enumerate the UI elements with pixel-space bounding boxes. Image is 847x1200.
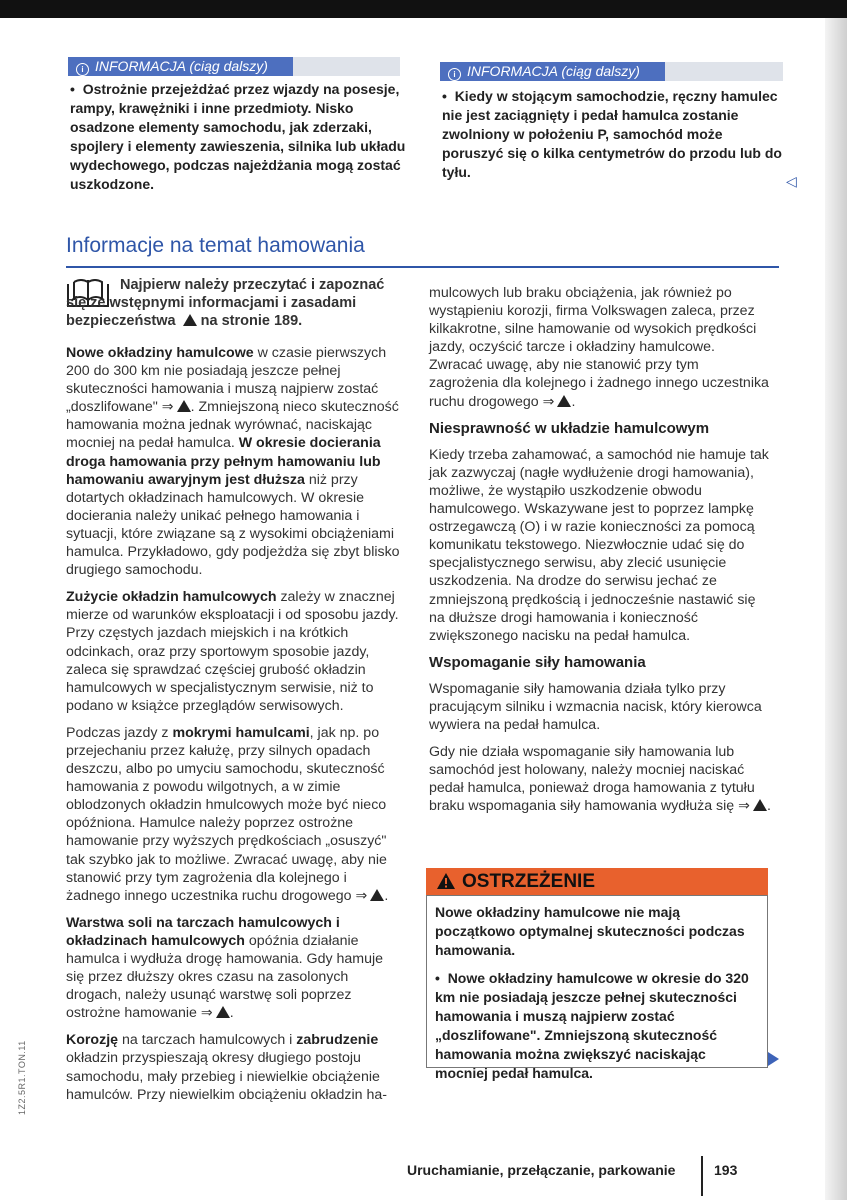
page-binding-shade — [825, 18, 847, 1200]
warning-icon — [557, 395, 571, 407]
back-reference-icon: ◁ — [786, 173, 797, 189]
paragraph-brake-failure: Kiedy trzeba zahamować, a samochód nie hamuje tak jak zazwyczaj (nagłe wydłużenie drogi hamowania), możliwe, że wystąpiło uszkodzenie obwodu hamulcowego. Wskazywane jest to poprzez lampkę ostrzegawczą (O) i w razie konieczności za pomocą komunikatu tekstowego. Niezwłocznie udać się do specjalistycznego serwisu, aby zlecić usunięcie uszkodzenia. Na drodze do serwisu jechać ze zmniejszoną prędkością i jednocześnie nastawić się na dłuższe drogi hamowania i konieczność zwiększonego nacisku na pedał hamulca. — [429, 446, 769, 644]
warning-icon — [177, 400, 191, 412]
info-icon: i — [76, 63, 89, 76]
info-icon: i — [448, 68, 461, 81]
paragraph-pad-wear: Zużycie okładzin hamulcowych zależy w znacznej mierze od warunków eksploatacji i od sposobu jazdy. Przy częstych jazdach miejskich i na krótkich odcinkach, oraz przy sportowym sposobie jazdy, zaleca się sprawdzać częściej grubość okładzin hamulcowych w specjalistycznym serwisie, niż to podano w książce przeglądów serwisowych. — [66, 589, 399, 714]
continue-arrow-icon — [768, 1052, 779, 1066]
side-code: 1Z2.5R1.TON.11 — [17, 1040, 27, 1115]
right-column — [429, 284, 771, 825]
info-left-band — [293, 57, 400, 76]
warning-triangle-icon — [436, 872, 456, 890]
paragraph-new-pads: Nowe okładziny hamulcowe w czasie pierwszych 200 do 300 km nie posiadają jeszcze pełnej skuteczności hamowania i muszą najpierw zostać „doszlifowane" ⇒ . Zmniejszoną nieco skuteczność hamowania można jednak wyrównać, naciskając mocniej na pedał hamulca. W okresie docierania droga hamowania przy pełnym hamowaniu lub hamowaniu awaryjnym jest dłuższa niż przy dotartych okładzinach hamulcowych. W okresie docierania należy unikać pełnego hamowania i sytuacji, które związane są z wysokimi obciążeniami hamulca. Przykładowo, gdy podjeżdża się zbyt blisko drugiego samochodu. — [66, 345, 400, 579]
info-right-band — [665, 62, 783, 81]
page-number: 193 — [714, 1162, 738, 1178]
info-right-text: • Kiedy w stojącym samochodzie, ręczny hamulec nie jest zaciągnięty i pedał hamulca zostanie zwolniony w położeniu P, samochód może poruszyć się o kilka centymetrów do przodu lub do tyłu. — [442, 88, 782, 180]
info-left-header: i INFORMACJA (ciąg dalszy) — [68, 57, 293, 76]
heading-brake-booster: Wspomaganie siły hamowania — [429, 653, 646, 671]
title-rule — [66, 266, 779, 268]
warning-header: OSTRZEŻENIE — [426, 868, 768, 895]
paragraph-booster-2: Gdy nie działa wspomaganie siły hamowania lub samochód jest holowany, należy mocniej naciskać pedał hamulca, ponieważ droga hamowania z tytułu braku wspomagania siły hamowania wydłuża się ⇒ . — [429, 744, 771, 815]
heading-brake-failure: Niesprawność w układzie hamulcowym — [429, 419, 710, 437]
paragraph-salt: Warstwa soli na tarczach hamulcowych i okładzinach hamulcowych opóźnia działanie hamulca i wydłuża drogę hamowania. Gdy hamuje się przez dłuższy okres czasu na zasolonych drogach, należy usunąć warstwę soli poprzez ostrożne hamowanie ⇒ . — [66, 914, 384, 1022]
warning-icon — [753, 799, 767, 811]
warning-icon — [216, 1006, 230, 1018]
scan-top-edge — [0, 0, 847, 18]
paragraph-booster-1: Wspomaganie siły hamowania działa tylko przy pracującym silniku i wzmacnia nacisk, który kierowca wywiera na pedał hamulca. — [429, 680, 762, 734]
warning-icon — [183, 314, 197, 326]
paragraph-corrosion: Korozję na tarczach hamulcowych i zabrudzenie okładzin przyspieszają okresy długiego postoju samochodu, mały przebieg i niewielkie obciążenie hamulców. Przy niewielkim obciążeniu okładzin ha- — [66, 1032, 387, 1103]
info-right-header: i INFORMACJA (ciąg dalszy) — [440, 62, 665, 81]
footer-rule — [701, 1156, 703, 1196]
footer-chapter: Uruchamianie, przełączanie, parkowanie — [407, 1162, 676, 1178]
info-left-text: • Ostrożnie przejeżdżać przez wjazdy na posesje, rampy, krawężniki i inne przedmioty. Nisko osadzone elementy samochodu, jak zderzaki, spojlery i elementy zawieszenia, silnika lub układu wydechowego, podczas najeżdżania mogą zostać uszkodzone. — [70, 81, 406, 192]
warning-box — [426, 868, 768, 1081]
section-title: Informacje na temat hamowania — [66, 234, 365, 257]
left-column — [66, 276, 402, 1113]
warning-body: Nowe okładziny hamulcowe nie mają początkowo optymalnej skuteczności podczas hamowania. • Nowe okładziny hamulcowe w okresie do 320 km nie posiadają jeszcze pełnej skuteczności hamowania i muszą najpierw zostać „doszlifowane". Zmniejszoną skuteczność hamowania można zwiększyć naciskając mocniej pedał hamulca. — [426, 895, 768, 1068]
paragraph-wet-brakes: Podczas jazdy z mokrymi hamulcami, jak np. po przejechaniu przez kałużę, przy silnych opadach deszczu, albo po umyciu samochodu, skuteczność hamowania z powodu wilgotnych, a w zimie oblodzonych okładzin hmulcowych może być nieco opóźniona. Hamulce należy poprzez ostrożne hamowanie przy wyższych prędkościach „osuszyć" tak szybko jak to możliwe. Zwracać uwagę, aby nie stanowić przy tym zagrożenia dla kolejnego i żadnego innego uczestnika ruchu drogowego ⇒ . — [66, 724, 389, 904]
paragraph-cleaning: mulcowych lub braku obciążenia, jak również po wystąpieniu korozji, firma Volkswagen zaleca, przez kilkakrotne, silne hamowanie od wysokich prędkości jazdy, oczyścić tarcze i okładziny hamulcowe. Zwracać uwagę, aby nie stanowić przy tym zagrożenia dla kolejnego i żadnego innego uczestnika ruchu drogowego ⇒ . — [429, 285, 769, 410]
intro-note: Najpierw należy przeczytać i zapoznać się ze wstępnymi informacjami i zasadami bezpieczeństwa na stronie 189. — [66, 277, 385, 329]
warning-icon — [370, 889, 384, 901]
